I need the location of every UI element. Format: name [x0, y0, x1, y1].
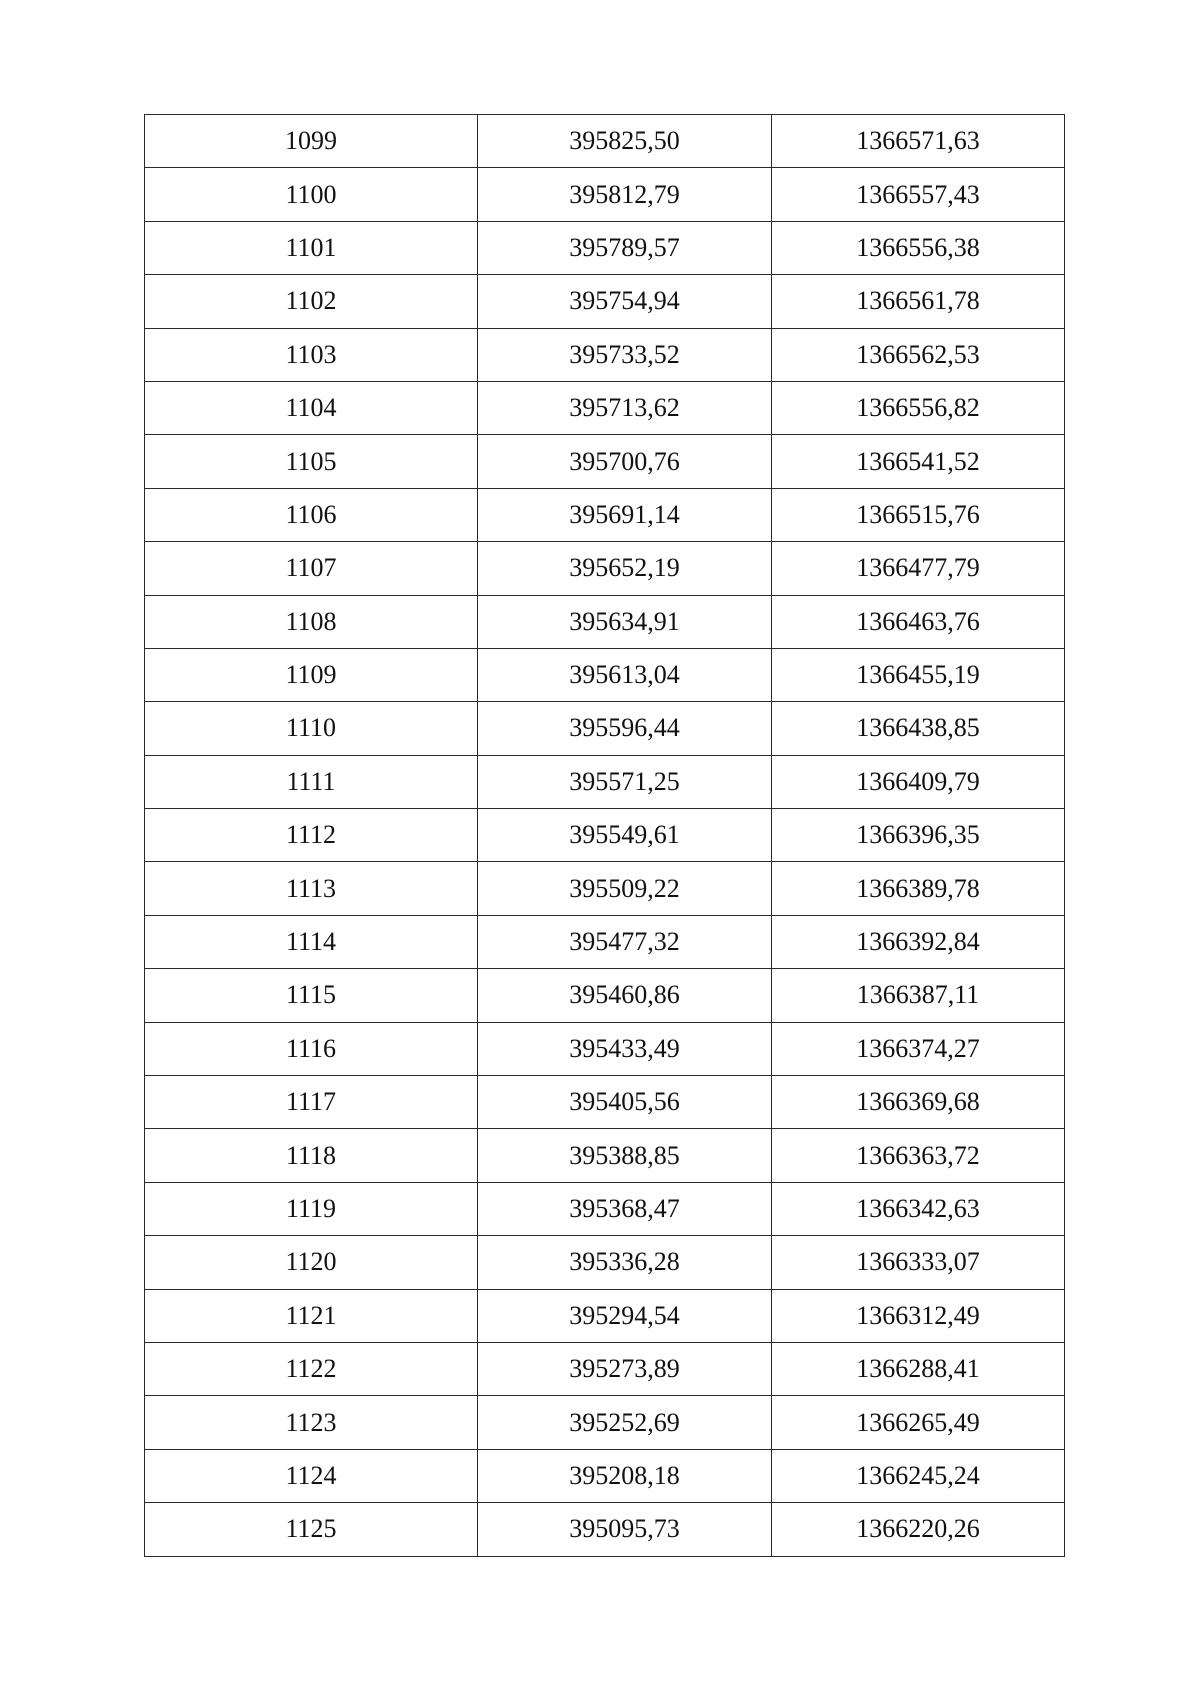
point-number-cell: 1123: [145, 1396, 478, 1449]
table-row: [145, 1129, 1065, 1182]
point-number-cell: 1124: [145, 1449, 478, 1502]
y-coordinate-cell: 1366541,52: [772, 435, 1065, 488]
x-coordinate-cell: 395691,14: [478, 488, 772, 541]
x-coordinate-cell: 395095,73: [478, 1503, 772, 1556]
y-coordinate-cell: 1366562,53: [772, 328, 1065, 381]
table-row: [145, 1289, 1065, 1342]
y-coordinate-cell: 1366245,24: [772, 1449, 1065, 1502]
point-number-cell: 1112: [145, 809, 478, 862]
table-row: [145, 1022, 1065, 1075]
x-coordinate-cell: 395388,85: [478, 1129, 772, 1182]
table-row: [145, 862, 1065, 915]
x-coordinate-cell: 395405,56: [478, 1076, 772, 1129]
x-coordinate-cell: 395733,52: [478, 328, 772, 381]
y-coordinate-cell: 1366477,79: [772, 542, 1065, 595]
table-row: [145, 275, 1065, 328]
x-coordinate-cell: 395368,47: [478, 1182, 772, 1235]
table-row: [145, 648, 1065, 701]
x-coordinate-cell: 395433,49: [478, 1022, 772, 1075]
y-coordinate-cell: 1366288,41: [772, 1342, 1065, 1395]
point-number-cell: 1116: [145, 1022, 478, 1075]
y-coordinate-cell: 1366556,38: [772, 221, 1065, 274]
y-coordinate-cell: 1366389,78: [772, 862, 1065, 915]
y-coordinate-cell: 1366333,07: [772, 1236, 1065, 1289]
point-number-cell: 1110: [145, 702, 478, 755]
point-number-cell: 1104: [145, 381, 478, 434]
point-number-cell: 1101: [145, 221, 478, 274]
x-coordinate-cell: 395208,18: [478, 1449, 772, 1502]
point-number-cell: 1114: [145, 915, 478, 968]
x-coordinate-cell: 395477,32: [478, 915, 772, 968]
table-row: [145, 1342, 1065, 1395]
point-number-cell: 1105: [145, 435, 478, 488]
table-row: [145, 115, 1065, 168]
table-row: [145, 1503, 1065, 1556]
point-number-cell: 1107: [145, 542, 478, 595]
y-coordinate-cell: 1366387,11: [772, 969, 1065, 1022]
point-number-cell: 1106: [145, 488, 478, 541]
table-row: [145, 488, 1065, 541]
x-coordinate-cell: 395509,22: [478, 862, 772, 915]
table-row: [145, 915, 1065, 968]
y-coordinate-cell: 1366561,78: [772, 275, 1065, 328]
table-row: [145, 595, 1065, 648]
y-coordinate-cell: 1366374,27: [772, 1022, 1065, 1075]
x-coordinate-cell: 395634,91: [478, 595, 772, 648]
point-number-cell: 1113: [145, 862, 478, 915]
table-row: [145, 969, 1065, 1022]
y-coordinate-cell: 1366409,79: [772, 755, 1065, 808]
table-row: [145, 381, 1065, 434]
x-coordinate-cell: 395713,62: [478, 381, 772, 434]
point-number-cell: 1111: [145, 755, 478, 808]
table-row: [145, 702, 1065, 755]
x-coordinate-cell: 395596,44: [478, 702, 772, 755]
x-coordinate-cell: 395825,50: [478, 115, 772, 168]
table-row: [145, 1236, 1065, 1289]
point-number-cell: 1117: [145, 1076, 478, 1129]
y-coordinate-cell: 1366396,35: [772, 809, 1065, 862]
x-coordinate-cell: 395571,25: [478, 755, 772, 808]
x-coordinate-cell: 395273,89: [478, 1342, 772, 1395]
point-number-cell: 1115: [145, 969, 478, 1022]
table-row: [145, 1449, 1065, 1502]
x-coordinate-cell: 395294,54: [478, 1289, 772, 1342]
y-coordinate-cell: 1366556,82: [772, 381, 1065, 434]
point-number-cell: 1100: [145, 168, 478, 221]
y-coordinate-cell: 1366515,76: [772, 488, 1065, 541]
y-coordinate-cell: 1366342,63: [772, 1182, 1065, 1235]
table-row: [145, 1182, 1065, 1235]
y-coordinate-cell: 1366312,49: [772, 1289, 1065, 1342]
y-coordinate-cell: 1366220,26: [772, 1503, 1065, 1556]
table-row: [145, 1076, 1065, 1129]
point-number-cell: 1108: [145, 595, 478, 648]
table-row: [145, 328, 1065, 381]
table-row: [145, 809, 1065, 862]
x-coordinate-cell: 395549,61: [478, 809, 772, 862]
table-row: [145, 221, 1065, 274]
point-number-cell: 1099: [145, 115, 478, 168]
x-coordinate-cell: 395252,69: [478, 1396, 772, 1449]
point-number-cell: 1125: [145, 1503, 478, 1556]
x-coordinate-cell: 395613,04: [478, 648, 772, 701]
table-row: [145, 168, 1065, 221]
y-coordinate-cell: 1366455,19: [772, 648, 1065, 701]
y-coordinate-cell: 1366392,84: [772, 915, 1065, 968]
point-number-cell: 1120: [145, 1236, 478, 1289]
y-coordinate-cell: 1366557,43: [772, 168, 1065, 221]
y-coordinate-cell: 1366369,68: [772, 1076, 1065, 1129]
point-number-cell: 1119: [145, 1182, 478, 1235]
point-number-cell: 1103: [145, 328, 478, 381]
x-coordinate-cell: 395754,94: [478, 275, 772, 328]
y-coordinate-cell: 1366265,49: [772, 1396, 1065, 1449]
x-coordinate-cell: 395336,28: [478, 1236, 772, 1289]
table-row: [145, 542, 1065, 595]
point-number-cell: 1122: [145, 1342, 478, 1395]
point-number-cell: 1102: [145, 275, 478, 328]
x-coordinate-cell: 395460,86: [478, 969, 772, 1022]
coordinates-table: [144, 114, 1065, 1557]
y-coordinate-cell: 1366571,63: [772, 115, 1065, 168]
table-row: [145, 755, 1065, 808]
x-coordinate-cell: 395652,19: [478, 542, 772, 595]
table-row: [145, 435, 1065, 488]
point-number-cell: 1121: [145, 1289, 478, 1342]
y-coordinate-cell: 1366463,76: [772, 595, 1065, 648]
y-coordinate-cell: 1366363,72: [772, 1129, 1065, 1182]
x-coordinate-cell: 395812,79: [478, 168, 772, 221]
x-coordinate-cell: 395700,76: [478, 435, 772, 488]
point-number-cell: 1118: [145, 1129, 478, 1182]
x-coordinate-cell: 395789,57: [478, 221, 772, 274]
table-row: [145, 1396, 1065, 1449]
y-coordinate-cell: 1366438,85: [772, 702, 1065, 755]
point-number-cell: 1109: [145, 648, 478, 701]
coordinates-table-body: [145, 115, 1065, 1557]
